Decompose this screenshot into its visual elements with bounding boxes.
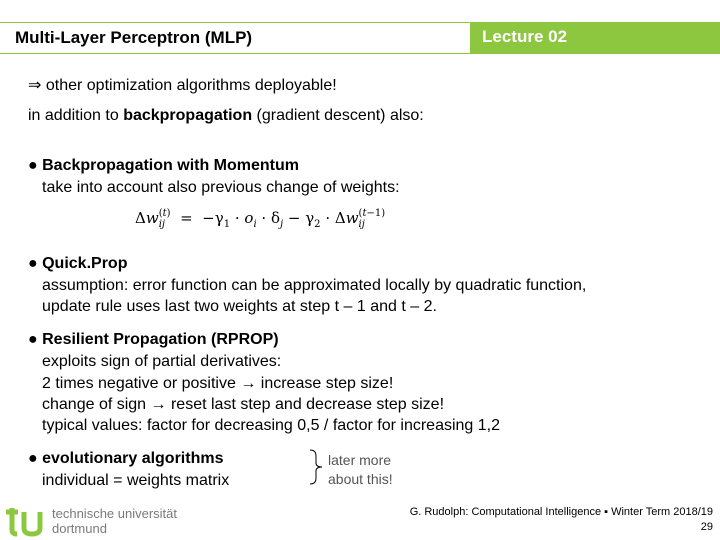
side-note-line-2: about this! — [328, 471, 393, 487]
footer-credit — [410, 505, 713, 535]
momentum-formula: Δw (t) ij = $-\gamma_1 \cdot o_i \cdot \delta_j - \gamma_2 \cdot \Delta w$ (t−1) ij — [135, 208, 386, 230]
item-quickprop-line-1: assumption: error function can be approximated locally by quadratic function, — [42, 277, 587, 294]
item-evolutionary-heading: ● evolutionary algorithms — [28, 450, 224, 467]
item-rprop-heading: ● Resilient Propagation (RPROP) — [28, 331, 279, 348]
header-title-bar — [0, 22, 470, 54]
intro-line-2 — [28, 105, 424, 126]
item-quickprop-heading: ● Quick.Prop — [28, 255, 128, 272]
item-quickprop-line-2: update rule uses last two weights at step t – 1 and t – 2. — [42, 298, 437, 315]
side-note-line-1: later more — [328, 452, 392, 468]
intro-backprop: backpropagation — [123, 107, 253, 124]
intro-suffix: (gradient descent) also: — [252, 107, 424, 124]
item-momentum-heading: ● Backpropagation with Momentum — [28, 157, 300, 174]
item-rprop-line-1: exploits sign of partial derivatives: — [42, 353, 282, 370]
lecture-label: Lecture 02 — [482, 27, 568, 46]
university-name-line-2: dortmund — [52, 521, 107, 536]
item-momentum-line: take into account also previous change of weights: — [42, 179, 400, 196]
intro-line-1: ⇒ other optimization algorithms deployable! — [28, 77, 337, 94]
item-rprop-line-4: typical values: factor for decreasing 0,5 / factor for increasing 1,2 — [42, 417, 501, 434]
page-number: 29 — [700, 521, 713, 533]
footer-credit-text: G. Rudolph: Computational Intelligence ▪ Winter Term 2018/19 — [409, 506, 713, 518]
item-rprop-line-2: 2 times negative or positive → increase step size! — [42, 375, 394, 392]
item-evolutionary-line: individual = weights matrix — [42, 472, 230, 489]
header-lecture-bar — [470, 22, 720, 54]
intro-prefix: in addition to — [28, 107, 124, 124]
tu-logo-icon — [4, 506, 48, 538]
university-name — [52, 506, 177, 536]
item-rprop-line-3: change of sign → reset last step and decrease step size! — [42, 396, 445, 413]
university-name-line-1: technische universität — [52, 506, 178, 521]
slide-title: Multi-Layer Perceptron (MLP) — [15, 28, 253, 47]
curly-brace-icon — [308, 449, 326, 485]
